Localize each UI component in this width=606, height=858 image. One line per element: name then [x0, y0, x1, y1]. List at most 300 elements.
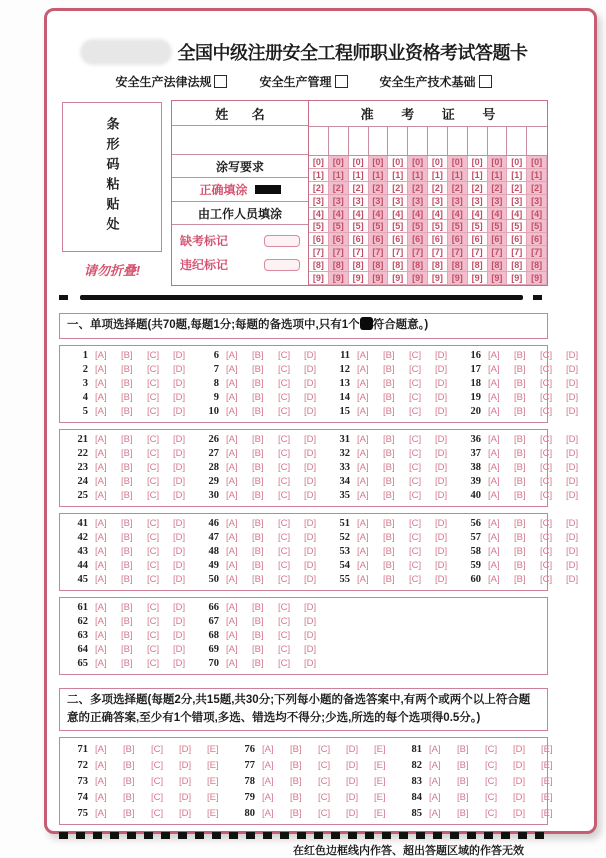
option-bubble-6-D[interactable]: [D] — [304, 350, 317, 362]
option-bubble-28-C[interactable]: [C] — [278, 462, 291, 474]
option-bubble-50-D[interactable]: [D] — [304, 574, 317, 586]
option-bubble-74-A[interactable]: [A] — [95, 791, 107, 803]
ticket-digit-bubble-col2-0[interactable]: [0] — [329, 156, 349, 169]
ticket-digit-bubble-col8-5[interactable]: [5] — [448, 220, 468, 233]
option-bubble-7-C[interactable]: [C] — [278, 364, 291, 376]
ticket-digit-bubble-col5-9[interactable]: [9] — [388, 272, 408, 285]
option-bubble-60-D[interactable]: [D] — [566, 574, 579, 586]
ticket-digit-bubble-col12-3[interactable]: [3] — [527, 195, 547, 208]
option-bubble-24-A[interactable]: [A] — [95, 476, 107, 488]
ticket-digit-bubble-col5-3[interactable]: [3] — [388, 195, 408, 208]
ticket-input-cell-9[interactable] — [468, 127, 488, 155]
option-bubble-24-C[interactable]: [C] — [147, 476, 160, 488]
option-bubble-1-D[interactable]: [D] — [173, 350, 186, 362]
ticket-digit-bubble-col10-7[interactable]: [7] — [488, 246, 508, 259]
option-bubble-68-C[interactable]: [C] — [278, 630, 291, 642]
ticket-digit-bubble-col7-1[interactable]: [1] — [428, 169, 448, 182]
ticket-input-cell-8[interactable] — [448, 127, 468, 155]
option-bubble-78-E[interactable]: [E] — [374, 775, 386, 787]
option-bubble-30-D[interactable]: [D] — [304, 490, 317, 502]
ticket-digit-bubble-col2-1[interactable]: [1] — [329, 169, 349, 182]
ticket-digit-bubble-col9-3[interactable]: [3] — [468, 195, 488, 208]
option-bubble-50-C[interactable]: [C] — [278, 574, 291, 586]
option-bubble-39-A[interactable]: [A] — [488, 476, 500, 488]
option-bubble-59-B[interactable]: [B] — [514, 560, 526, 572]
option-bubble-36-B[interactable]: [B] — [514, 434, 526, 446]
option-bubble-9-B[interactable]: [B] — [252, 392, 264, 404]
option-bubble-10-C[interactable]: [C] — [278, 406, 291, 418]
option-bubble-81-A[interactable]: [A] — [429, 743, 441, 755]
option-bubble-53-A[interactable]: [A] — [357, 546, 369, 558]
option-bubble-63-B[interactable]: [B] — [121, 630, 133, 642]
ticket-digit-bubble-col9-4[interactable]: [4] — [468, 208, 488, 221]
option-bubble-80-A[interactable]: [A] — [262, 807, 274, 819]
option-bubble-65-C[interactable]: [C] — [147, 658, 160, 670]
option-bubble-55-C[interactable]: [C] — [409, 574, 422, 586]
option-bubble-84-A[interactable]: [A] — [429, 791, 441, 803]
ticket-digit-bubble-col10-1[interactable]: [1] — [488, 169, 508, 182]
option-bubble-44-D[interactable]: [D] — [173, 560, 186, 572]
ticket-digit-bubble-col7-7[interactable]: [7] — [428, 246, 448, 259]
option-bubble-30-C[interactable]: [C] — [278, 490, 291, 502]
option-bubble-15-B[interactable]: [B] — [383, 406, 395, 418]
option-bubble-77-C[interactable]: [C] — [318, 759, 331, 771]
ticket-digit-bubble-col3-1[interactable]: [1] — [349, 169, 369, 182]
option-bubble-82-D[interactable]: [D] — [513, 759, 526, 771]
option-bubble-72-A[interactable]: [A] — [95, 759, 107, 771]
option-bubble-50-A[interactable]: [A] — [226, 574, 238, 586]
option-bubble-43-B[interactable]: [B] — [121, 546, 133, 558]
option-bubble-46-A[interactable]: [A] — [226, 518, 238, 530]
option-bubble-71-B[interactable]: [B] — [123, 743, 135, 755]
option-bubble-2-B[interactable]: [B] — [121, 364, 133, 376]
option-bubble-66-A[interactable]: [A] — [226, 602, 238, 614]
option-bubble-7-A[interactable]: [A] — [226, 364, 238, 376]
option-bubble-41-A[interactable]: [A] — [95, 518, 107, 530]
option-bubble-33-A[interactable]: [A] — [357, 462, 369, 474]
option-bubble-14-D[interactable]: [D] — [435, 392, 448, 404]
option-bubble-65-B[interactable]: [B] — [121, 658, 133, 670]
option-bubble-54-B[interactable]: [B] — [383, 560, 395, 572]
option-bubble-40-B[interactable]: [B] — [514, 490, 526, 502]
option-bubble-70-D[interactable]: [D] — [304, 658, 317, 670]
option-bubble-28-B[interactable]: [B] — [252, 462, 264, 474]
option-bubble-61-A[interactable]: [A] — [95, 602, 107, 614]
ticket-input-cell-12[interactable] — [527, 127, 547, 155]
option-bubble-80-C[interactable]: [C] — [318, 807, 331, 819]
option-bubble-46-B[interactable]: [B] — [252, 518, 264, 530]
ticket-digit-bubble-col10-0[interactable]: [0] — [488, 156, 508, 169]
option-bubble-49-C[interactable]: [C] — [278, 560, 291, 572]
option-bubble-62-C[interactable]: [C] — [147, 616, 160, 628]
option-bubble-16-D[interactable]: [D] — [566, 350, 579, 362]
option-bubble-12-C[interactable]: [C] — [409, 364, 422, 376]
option-bubble-8-A[interactable]: [A] — [226, 378, 238, 390]
option-bubble-2-A[interactable]: [A] — [95, 364, 107, 376]
ticket-digit-bubble-col6-4[interactable]: [4] — [408, 208, 428, 221]
option-bubble-75-E[interactable]: [E] — [207, 807, 219, 819]
subject-law-checkbox[interactable] — [214, 75, 227, 88]
ticket-digit-bubble-col10-3[interactable]: [3] — [488, 195, 508, 208]
option-bubble-84-C[interactable]: [C] — [485, 791, 498, 803]
option-bubble-32-C[interactable]: [C] — [409, 448, 422, 460]
option-bubble-3-C[interactable]: [C] — [147, 378, 160, 390]
option-bubble-64-B[interactable]: [B] — [121, 644, 133, 656]
option-bubble-72-E[interactable]: [E] — [207, 759, 219, 771]
ticket-digit-bubble-col11-9[interactable]: [9] — [507, 272, 527, 285]
ticket-digit-bubble-col8-9[interactable]: [9] — [448, 272, 468, 285]
option-bubble-79-B[interactable]: [B] — [290, 791, 302, 803]
option-bubble-82-A[interactable]: [A] — [429, 759, 441, 771]
option-bubble-11-A[interactable]: [A] — [357, 350, 369, 362]
option-bubble-78-C[interactable]: [C] — [318, 775, 331, 787]
ticket-digit-bubble-col12-0[interactable]: [0] — [527, 156, 547, 169]
option-bubble-7-D[interactable]: [D] — [304, 364, 317, 376]
ticket-input-cell-4[interactable] — [369, 127, 389, 155]
ticket-digit-bubble-col12-7[interactable]: [7] — [527, 246, 547, 259]
name-input-area[interactable] — [172, 126, 308, 155]
option-bubble-18-B[interactable]: [B] — [514, 378, 526, 390]
option-bubble-34-D[interactable]: [D] — [435, 476, 448, 488]
option-bubble-54-C[interactable]: [C] — [409, 560, 422, 572]
option-bubble-50-B[interactable]: [B] — [252, 574, 264, 586]
option-bubble-85-A[interactable]: [A] — [429, 807, 441, 819]
option-bubble-19-D[interactable]: [D] — [566, 392, 579, 404]
ticket-digit-bubble-col4-6[interactable]: [6] — [369, 233, 389, 246]
ticket-digit-bubble-col7-2[interactable]: [2] — [428, 182, 448, 195]
option-bubble-23-D[interactable]: [D] — [173, 462, 186, 474]
option-bubble-22-D[interactable]: [D] — [173, 448, 186, 460]
option-bubble-25-A[interactable]: [A] — [95, 490, 107, 502]
option-bubble-84-D[interactable]: [D] — [513, 791, 526, 803]
option-bubble-44-B[interactable]: [B] — [121, 560, 133, 572]
ticket-digit-bubble-col11-1[interactable]: [1] — [507, 169, 527, 182]
ticket-digit-bubble-col9-7[interactable]: [7] — [468, 246, 488, 259]
ticket-digit-bubble-col3-9[interactable]: [9] — [349, 272, 369, 285]
option-bubble-59-A[interactable]: [A] — [488, 560, 500, 572]
option-bubble-1-A[interactable]: [A] — [95, 350, 107, 362]
ticket-digit-bubble-col12-5[interactable]: [5] — [527, 220, 547, 233]
ticket-digit-bubble-col7-8[interactable]: [8] — [428, 259, 448, 272]
option-bubble-38-C[interactable]: [C] — [540, 462, 553, 474]
option-bubble-40-D[interactable]: [D] — [566, 490, 579, 502]
option-bubble-22-C[interactable]: [C] — [147, 448, 160, 460]
ticket-digit-bubble-col1-1[interactable]: [1] — [309, 169, 329, 182]
option-bubble-41-C[interactable]: [C] — [147, 518, 160, 530]
option-bubble-39-B[interactable]: [B] — [514, 476, 526, 488]
ticket-digit-bubble-col1-3[interactable]: [3] — [309, 195, 329, 208]
option-bubble-52-A[interactable]: [A] — [357, 532, 369, 544]
option-bubble-17-C[interactable]: [C] — [540, 364, 553, 376]
option-bubble-40-C[interactable]: [C] — [540, 490, 553, 502]
option-bubble-63-A[interactable]: [A] — [95, 630, 107, 642]
option-bubble-85-C[interactable]: [C] — [485, 807, 498, 819]
option-bubble-4-A[interactable]: [A] — [95, 392, 107, 404]
ticket-digit-bubble-col9-6[interactable]: [6] — [468, 233, 488, 246]
option-bubble-75-D[interactable]: [D] — [179, 807, 192, 819]
option-bubble-16-C[interactable]: [C] — [540, 350, 553, 362]
option-bubble-10-B[interactable]: [B] — [252, 406, 264, 418]
option-bubble-76-A[interactable]: [A] — [262, 743, 274, 755]
option-bubble-35-D[interactable]: [D] — [435, 490, 448, 502]
option-bubble-10-D[interactable]: [D] — [304, 406, 317, 418]
option-bubble-57-B[interactable]: [B] — [514, 532, 526, 544]
ticket-digit-bubble-col5-0[interactable]: [0] — [388, 156, 408, 169]
option-bubble-54-A[interactable]: [A] — [357, 560, 369, 572]
ticket-digit-bubble-col8-3[interactable]: [3] — [448, 195, 468, 208]
option-bubble-5-A[interactable]: [A] — [95, 406, 107, 418]
option-bubble-49-A[interactable]: [A] — [226, 560, 238, 572]
option-bubble-71-A[interactable]: [A] — [95, 743, 107, 755]
option-bubble-36-D[interactable]: [D] — [566, 434, 579, 446]
option-bubble-26-C[interactable]: [C] — [278, 434, 291, 446]
option-bubble-83-A[interactable]: [A] — [429, 775, 441, 787]
ticket-digit-bubble-col8-0[interactable]: [0] — [448, 156, 468, 169]
option-bubble-26-D[interactable]: [D] — [304, 434, 317, 446]
option-bubble-2-D[interactable]: [D] — [173, 364, 186, 376]
option-bubble-81-B[interactable]: [B] — [457, 743, 469, 755]
option-bubble-82-E[interactable]: [E] — [541, 759, 553, 771]
ticket-digit-bubble-col5-6[interactable]: [6] — [388, 233, 408, 246]
option-bubble-42-B[interactable]: [B] — [121, 532, 133, 544]
option-bubble-31-B[interactable]: [B] — [383, 434, 395, 446]
option-bubble-17-A[interactable]: [A] — [488, 364, 500, 376]
option-bubble-8-B[interactable]: [B] — [252, 378, 264, 390]
option-bubble-69-A[interactable]: [A] — [226, 644, 238, 656]
ticket-digit-bubble-col11-5[interactable]: [5] — [507, 220, 527, 233]
ticket-digit-bubble-col4-0[interactable]: [0] — [369, 156, 389, 169]
option-bubble-47-A[interactable]: [A] — [226, 532, 238, 544]
option-bubble-74-D[interactable]: [D] — [179, 791, 192, 803]
option-bubble-49-D[interactable]: [D] — [304, 560, 317, 572]
option-bubble-61-C[interactable]: [C] — [147, 602, 160, 614]
ticket-digit-bubble-col12-4[interactable]: [4] — [527, 208, 547, 221]
ticket-digit-bubble-col3-6[interactable]: [6] — [349, 233, 369, 246]
option-bubble-81-E[interactable]: [E] — [541, 743, 553, 755]
option-bubble-37-A[interactable]: [A] — [488, 448, 500, 460]
option-bubble-13-C[interactable]: [C] — [409, 378, 422, 390]
ticket-digit-bubble-col10-4[interactable]: [4] — [488, 208, 508, 221]
option-bubble-31-A[interactable]: [A] — [357, 434, 369, 446]
option-bubble-15-A[interactable]: [A] — [357, 406, 369, 418]
option-bubble-30-B[interactable]: [B] — [252, 490, 264, 502]
option-bubble-46-D[interactable]: [D] — [304, 518, 317, 530]
option-bubble-61-B[interactable]: [B] — [121, 602, 133, 614]
option-bubble-25-C[interactable]: [C] — [147, 490, 160, 502]
option-bubble-29-B[interactable]: [B] — [252, 476, 264, 488]
ticket-digit-bubble-col7-4[interactable]: [4] — [428, 208, 448, 221]
option-bubble-41-D[interactable]: [D] — [173, 518, 186, 530]
option-bubble-45-D[interactable]: [D] — [173, 574, 186, 586]
option-bubble-69-D[interactable]: [D] — [304, 644, 317, 656]
option-bubble-43-D[interactable]: [D] — [173, 546, 186, 558]
option-bubble-73-B[interactable]: [B] — [123, 775, 135, 787]
option-bubble-81-C[interactable]: [C] — [485, 743, 498, 755]
option-bubble-58-B[interactable]: [B] — [514, 546, 526, 558]
ticket-digit-bubble-col7-9[interactable]: [9] — [428, 272, 448, 285]
option-bubble-71-D[interactable]: [D] — [179, 743, 192, 755]
option-bubble-8-C[interactable]: [C] — [278, 378, 291, 390]
option-bubble-79-D[interactable]: [D] — [346, 791, 359, 803]
ticket-digit-bubble-col6-6[interactable]: [6] — [408, 233, 428, 246]
option-bubble-75-A[interactable]: [A] — [95, 807, 107, 819]
ticket-digit-bubble-col9-9[interactable]: [9] — [468, 272, 488, 285]
option-bubble-20-B[interactable]: [B] — [514, 406, 526, 418]
option-bubble-26-A[interactable]: [A] — [226, 434, 238, 446]
option-bubble-70-C[interactable]: [C] — [278, 658, 291, 670]
absent-mark-bubble[interactable] — [264, 235, 300, 247]
option-bubble-62-B[interactable]: [B] — [121, 616, 133, 628]
option-bubble-58-C[interactable]: [C] — [540, 546, 553, 558]
ticket-digit-bubble-col3-7[interactable]: [7] — [349, 246, 369, 259]
option-bubble-20-A[interactable]: [A] — [488, 406, 500, 418]
option-bubble-61-D[interactable]: [D] — [173, 602, 186, 614]
option-bubble-64-D[interactable]: [D] — [173, 644, 186, 656]
ticket-digit-bubble-col9-8[interactable]: [8] — [468, 259, 488, 272]
option-bubble-65-D[interactable]: [D] — [173, 658, 186, 670]
option-bubble-75-C[interactable]: [C] — [151, 807, 164, 819]
ticket-input-cell-3[interactable] — [349, 127, 369, 155]
option-bubble-34-B[interactable]: [B] — [383, 476, 395, 488]
option-bubble-79-E[interactable]: [E] — [374, 791, 386, 803]
ticket-digit-bubble-col8-1[interactable]: [1] — [448, 169, 468, 182]
ticket-digit-bubble-col6-9[interactable]: [9] — [408, 272, 428, 285]
option-bubble-20-D[interactable]: [D] — [566, 406, 579, 418]
option-bubble-15-D[interactable]: [D] — [435, 406, 448, 418]
ticket-digit-bubble-col2-2[interactable]: [2] — [329, 182, 349, 195]
ticket-digit-bubble-col3-3[interactable]: [3] — [349, 195, 369, 208]
option-bubble-23-C[interactable]: [C] — [147, 462, 160, 474]
option-bubble-67-A[interactable]: [A] — [226, 616, 238, 628]
option-bubble-39-C[interactable]: [C] — [540, 476, 553, 488]
ticket-digit-bubble-col9-1[interactable]: [1] — [468, 169, 488, 182]
option-bubble-55-D[interactable]: [D] — [435, 574, 448, 586]
ticket-digit-bubble-col6-0[interactable]: [0] — [408, 156, 428, 169]
ticket-digit-bubble-col8-4[interactable]: [4] — [448, 208, 468, 221]
ticket-digit-bubble-col3-0[interactable]: [0] — [349, 156, 369, 169]
ticket-digit-bubble-col7-0[interactable]: [0] — [428, 156, 448, 169]
ticket-digit-bubble-col8-7[interactable]: [7] — [448, 246, 468, 259]
ticket-digit-bubble-col10-6[interactable]: [6] — [488, 233, 508, 246]
ticket-digit-bubble-col6-7[interactable]: [7] — [408, 246, 428, 259]
ticket-digit-bubble-col11-8[interactable]: [8] — [507, 259, 527, 272]
option-bubble-35-A[interactable]: [A] — [357, 490, 369, 502]
option-bubble-38-D[interactable]: [D] — [566, 462, 579, 474]
option-bubble-73-C[interactable]: [C] — [151, 775, 164, 787]
option-bubble-25-D[interactable]: [D] — [173, 490, 186, 502]
option-bubble-10-A[interactable]: [A] — [226, 406, 238, 418]
option-bubble-27-B[interactable]: [B] — [252, 448, 264, 460]
option-bubble-74-E[interactable]: [E] — [207, 791, 219, 803]
violation-mark-bubble[interactable] — [264, 259, 300, 271]
option-bubble-48-C[interactable]: [C] — [278, 546, 291, 558]
option-bubble-16-B[interactable]: [B] — [514, 350, 526, 362]
option-bubble-33-C[interactable]: [C] — [409, 462, 422, 474]
option-bubble-80-B[interactable]: [B] — [290, 807, 302, 819]
ticket-digit-bubble-col2-9[interactable]: [9] — [329, 272, 349, 285]
option-bubble-37-C[interactable]: [C] — [540, 448, 553, 460]
ticket-digit-bubble-col5-1[interactable]: [1] — [388, 169, 408, 182]
option-bubble-4-D[interactable]: [D] — [173, 392, 186, 404]
option-bubble-39-D[interactable]: [D] — [566, 476, 579, 488]
option-bubble-56-C[interactable]: [C] — [540, 518, 553, 530]
ticket-input-cell-5[interactable] — [388, 127, 408, 155]
option-bubble-1-C[interactable]: [C] — [147, 350, 160, 362]
option-bubble-21-C[interactable]: [C] — [147, 434, 160, 446]
option-bubble-55-A[interactable]: [A] — [357, 574, 369, 586]
option-bubble-56-B[interactable]: [B] — [514, 518, 526, 530]
option-bubble-69-C[interactable]: [C] — [278, 644, 291, 656]
option-bubble-6-B[interactable]: [B] — [252, 350, 264, 362]
option-bubble-49-B[interactable]: [B] — [252, 560, 264, 572]
option-bubble-70-A[interactable]: [A] — [226, 658, 238, 670]
option-bubble-11-B[interactable]: [B] — [383, 350, 395, 362]
ticket-digit-bubble-col7-5[interactable]: [5] — [428, 220, 448, 233]
option-bubble-20-C[interactable]: [C] — [540, 406, 553, 418]
option-bubble-21-B[interactable]: [B] — [121, 434, 133, 446]
option-bubble-76-C[interactable]: [C] — [318, 743, 331, 755]
ticket-input-cell-1[interactable] — [309, 127, 329, 155]
option-bubble-38-B[interactable]: [B] — [514, 462, 526, 474]
ticket-digit-bubble-col1-9[interactable]: [9] — [309, 272, 329, 285]
option-bubble-4-C[interactable]: [C] — [147, 392, 160, 404]
option-bubble-45-C[interactable]: [C] — [147, 574, 160, 586]
ticket-digit-bubble-col6-1[interactable]: [1] — [408, 169, 428, 182]
option-bubble-77-D[interactable]: [D] — [346, 759, 359, 771]
option-bubble-14-B[interactable]: [B] — [383, 392, 395, 404]
option-bubble-47-C[interactable]: [C] — [278, 532, 291, 544]
ticket-digit-bubble-col5-2[interactable]: [2] — [388, 182, 408, 195]
subject-technology-checkbox[interactable] — [479, 75, 492, 88]
option-bubble-62-A[interactable]: [A] — [95, 616, 107, 628]
option-bubble-35-B[interactable]: [B] — [383, 490, 395, 502]
option-bubble-83-B[interactable]: [B] — [457, 775, 469, 787]
option-bubble-51-B[interactable]: [B] — [383, 518, 395, 530]
option-bubble-54-D[interactable]: [D] — [435, 560, 448, 572]
option-bubble-76-D[interactable]: [D] — [346, 743, 359, 755]
option-bubble-7-B[interactable]: [B] — [252, 364, 264, 376]
option-bubble-85-D[interactable]: [D] — [513, 807, 526, 819]
option-bubble-67-D[interactable]: [D] — [304, 616, 317, 628]
ticket-digit-bubble-col4-1[interactable]: [1] — [369, 169, 389, 182]
option-bubble-32-D[interactable]: [D] — [435, 448, 448, 460]
option-bubble-27-C[interactable]: [C] — [278, 448, 291, 460]
option-bubble-75-B[interactable]: [B] — [123, 807, 135, 819]
option-bubble-60-A[interactable]: [A] — [488, 574, 500, 586]
option-bubble-40-A[interactable]: [A] — [488, 490, 500, 502]
ticket-digit-bubble-col12-9[interactable]: [9] — [527, 272, 547, 285]
ticket-digit-bubble-col2-8[interactable]: [8] — [329, 259, 349, 272]
option-bubble-21-D[interactable]: [D] — [173, 434, 186, 446]
option-bubble-12-B[interactable]: [B] — [383, 364, 395, 376]
ticket-digit-bubble-col10-2[interactable]: [2] — [488, 182, 508, 195]
option-bubble-77-B[interactable]: [B] — [290, 759, 302, 771]
option-bubble-27-A[interactable]: [A] — [226, 448, 238, 460]
option-bubble-83-E[interactable]: [E] — [541, 775, 553, 787]
option-bubble-8-D[interactable]: [D] — [304, 378, 317, 390]
option-bubble-82-C[interactable]: [C] — [485, 759, 498, 771]
subject-management-checkbox[interactable] — [335, 75, 348, 88]
option-bubble-47-D[interactable]: [D] — [304, 532, 317, 544]
ticket-digit-bubble-col3-4[interactable]: [4] — [349, 208, 369, 221]
option-bubble-51-D[interactable]: [D] — [435, 518, 448, 530]
ticket-digit-bubble-col3-5[interactable]: [5] — [349, 220, 369, 233]
option-bubble-74-C[interactable]: [C] — [151, 791, 164, 803]
option-bubble-13-D[interactable]: [D] — [435, 378, 448, 390]
barcode-paste-area[interactable] — [62, 102, 162, 252]
option-bubble-35-C[interactable]: [C] — [409, 490, 422, 502]
option-bubble-62-D[interactable]: [D] — [173, 616, 186, 628]
